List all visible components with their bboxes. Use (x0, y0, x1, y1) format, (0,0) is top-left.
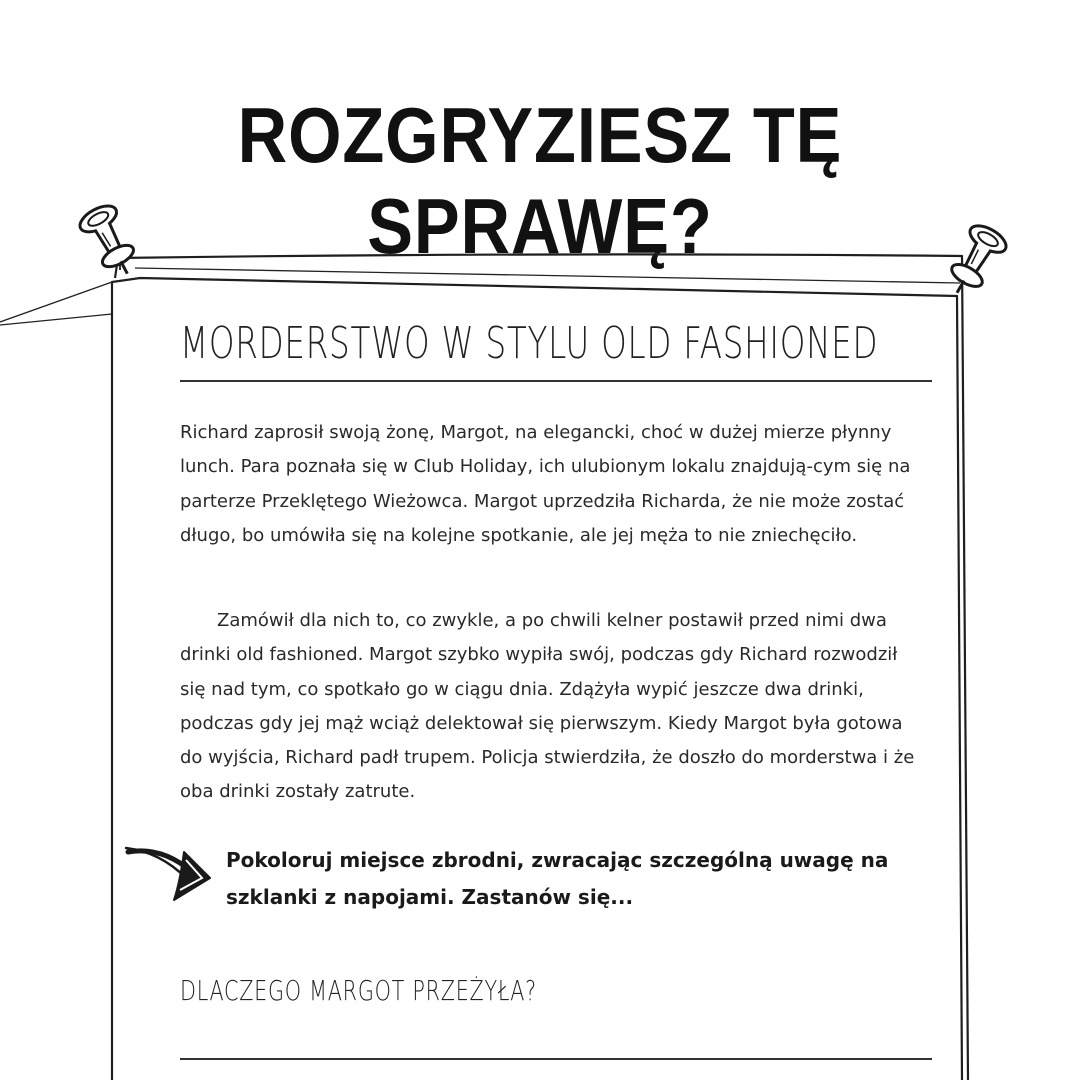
arrow-icon (122, 838, 217, 904)
pushpin-icon (76, 201, 145, 283)
article-heading: MORDERSTWO W STYLU OLD FASHIONED (180, 318, 879, 369)
answer-line[interactable] (180, 1058, 932, 1060)
heading-underline (180, 380, 932, 382)
question-heading: DLACZEGO MARGOT PRZEŻYŁA? (180, 974, 537, 1007)
story-paragraph-1: Richard zaprosił swoją żonę, Margot, na elegancki, choć w dużej mierze płynny lunch. Para poznała się w Club Holiday, ich ulubionym lokalu znajdują-cym się na parterze Przeklętego Wieżowca. Margot uprzedziła Richarda, że nie może zostać długo, bo umówiła się na kolejne spotkanie, ale jej męża to nie zniechęciło. (180, 422, 911, 546)
instruction-text: Pokoloruj miejsce zbrodni, zwracając szczególną uwagę na szklanki z napojami. Zastanów się... (226, 848, 889, 909)
story-paragraph-2: Zamówił dla nich to, co zwykle, a po chwili kelner postawił przed nimi dwa drinki old fashioned. Margot szybko wypiła swój, podczas gdy Richard rozwodził się nad tym, co spotkało go w ciągu dnia. Zdążyła wypić jeszcze dwa drinki, podczas gdy jej mąż wciąż delektował się pierwszym. Kiedy Margot była gotowa do wyjścia, Richard padł trupem. Policja stwierdziła, że doszło do morderstwa i że oba drinki zostały zatrute. (180, 610, 915, 803)
pushpin-icon (940, 220, 1011, 302)
page-title: ROZGRYZIESZ TĘ SPRAWĘ? (237, 91, 843, 270)
